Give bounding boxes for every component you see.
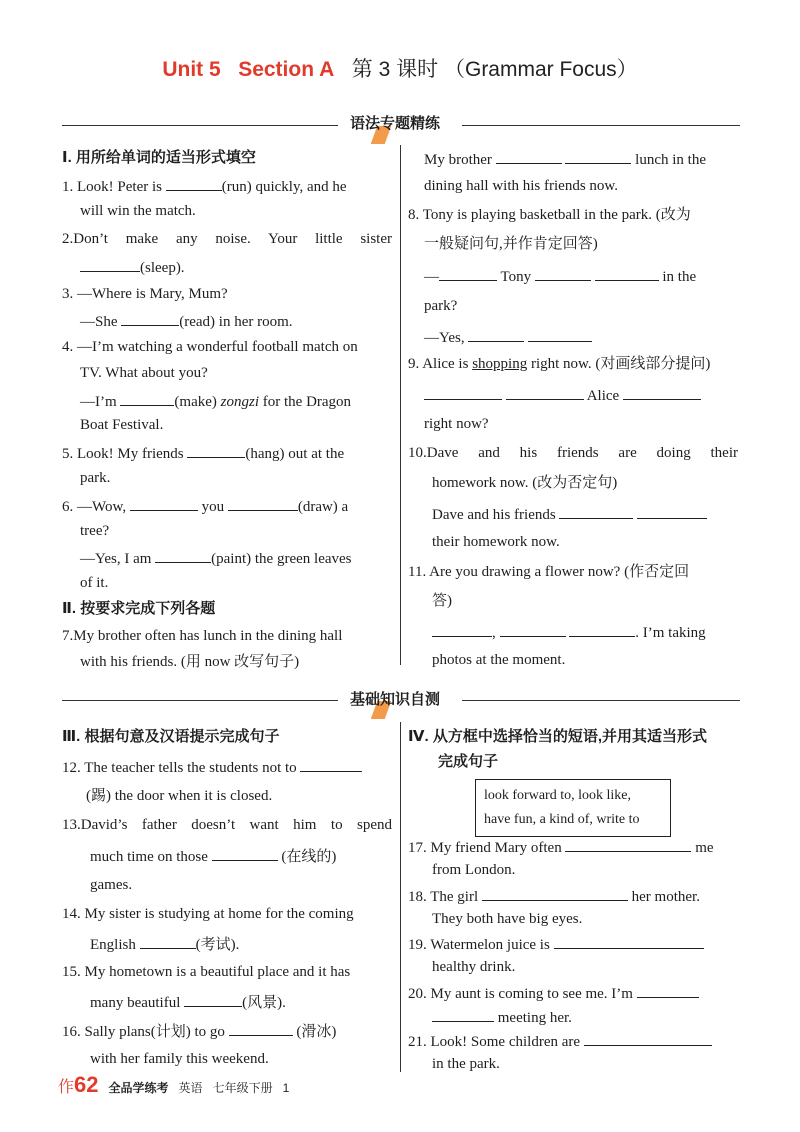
part3-heading: Ⅲ. 根据句意及汉语提示完成句子 [62, 728, 280, 745]
q3-line1: 3. —Where is Mary, Mum? [62, 286, 228, 302]
q11-line1: 11. Are you drawing a flower now? (作否定回 [408, 564, 690, 580]
footer-grade: 七年级下册 [212, 1081, 273, 1095]
q15-line1: 15. My hometown is a beautiful place and it has [62, 964, 351, 980]
q19-blank[interactable] [554, 933, 704, 949]
q17-blank[interactable] [565, 836, 691, 852]
band2-label: 基础知识自测 [350, 691, 441, 708]
column-separator [400, 145, 401, 665]
q2-blank[interactable] [80, 256, 140, 272]
q13-blank[interactable] [212, 845, 278, 861]
q4-blank[interactable] [120, 390, 174, 406]
q17-line2: from London. [432, 862, 516, 878]
q8-line4: park? [424, 298, 458, 314]
q10-blank-1[interactable] [559, 503, 633, 519]
q11-blank-1[interactable] [432, 621, 492, 637]
q21-line2: in the park. [432, 1056, 500, 1072]
part4-heading-line1: Ⅳ. 从方框中选择恰当的短语,并用其适当形式 [408, 728, 707, 745]
column-separator-lower [400, 722, 401, 1072]
footer-zuo: 作 [58, 1079, 75, 1096]
footer-vol: 1 [282, 1081, 290, 1095]
q10-line1: 10.Dave and his friends are doing their [408, 445, 738, 461]
q9-line3: right now? [424, 416, 489, 432]
q13-line1: 13.David’s father doesn’t want him to spend [62, 817, 392, 833]
q18-blank[interactable] [482, 885, 628, 901]
q7-blank-1[interactable] [496, 148, 562, 164]
q14-line1: 14. My sister is studying at home for the coming [62, 906, 354, 922]
q9-blank-3[interactable] [623, 384, 701, 400]
q8-line3: — Tony in the [424, 265, 696, 287]
page-number: 62 [74, 1072, 99, 1097]
q20-blank-1[interactable] [637, 982, 699, 998]
phrase-box-line2: have fun, a kind of, write to [484, 812, 640, 827]
page-title [0, 56, 800, 84]
q6-blank-3[interactable] [155, 547, 211, 563]
q13-line3: games. [90, 877, 133, 893]
q9-blank-1[interactable] [424, 384, 502, 400]
phrase-box [475, 779, 671, 837]
q20-blank-2[interactable] [432, 1006, 494, 1022]
q13-line2: much time on those (在线的) [90, 845, 336, 867]
q11-line4: photos at the moment. [432, 652, 566, 668]
q8-blank-3[interactable] [595, 265, 659, 281]
q8-line2: 一般疑问句,并作肯定回答) [424, 236, 598, 252]
q11-line2: 答) [432, 593, 452, 609]
q2-line1: 2.Don’t make any noise. Your little sister [62, 231, 392, 247]
q16-line2: with her family this weekend. [90, 1051, 269, 1067]
q1-line1: 1. Look! Peter is (run) quickly, and he [62, 175, 347, 197]
q5-blank[interactable] [187, 442, 245, 458]
q8-blank-5[interactable] [528, 326, 592, 342]
q6-line4: of it. [80, 575, 109, 591]
q19-line2: healthy drink. [432, 959, 516, 975]
q12-blank[interactable] [300, 756, 362, 772]
q9-line1: 9. Alice is shopping right now. (对画线部分提问) [408, 356, 711, 372]
q1-blank[interactable] [166, 175, 222, 191]
q15-blank[interactable] [184, 991, 242, 1007]
title-lesson: 第 3 课时 [351, 58, 439, 81]
q8-line5: —Yes, [424, 326, 592, 348]
q20-line1: 20. My aunt is coming to see me. I’m [408, 982, 699, 1004]
band1-label: 语法专题精练 [350, 115, 441, 132]
q6-blank-1[interactable] [130, 495, 198, 511]
q8-blank-2[interactable] [535, 265, 591, 281]
q4-line1: 4. —I’m watching a wonderful football match on [62, 339, 358, 355]
band1-left-rule [62, 125, 338, 126]
q4-line4: Boat Festival. [80, 417, 164, 433]
q11-line3: , . I’m taking [432, 621, 706, 643]
q10-line3: Dave and his friends [432, 503, 707, 525]
q7-line4: dining hall with his friends now. [424, 178, 619, 194]
q12-line2: (踢) the door when it is closed. [86, 788, 273, 804]
page-footer [58, 1072, 289, 1098]
q21-blank[interactable] [584, 1030, 712, 1046]
band2-left-rule [62, 700, 338, 701]
q7-line3: My brother lunch in the [424, 148, 706, 170]
q20-line2: meeting her. [432, 1006, 572, 1028]
q7-line2: with his friends. (用 now 改写句子) [80, 654, 300, 670]
part4-heading-line2: 完成句子 [438, 753, 499, 770]
q14-blank[interactable] [140, 933, 196, 949]
q18-line2: They both have big eyes. [432, 911, 583, 927]
q18-line1: 18. The girl her mother. [408, 885, 700, 907]
part2-heading: Ⅱ. 按要求完成下列各题 [62, 600, 216, 617]
q7-blank-2[interactable] [565, 148, 631, 164]
footer-book: 全品学练考 [108, 1081, 169, 1095]
q19-line1: 19. Watermelon juice is [408, 933, 704, 955]
footer-subject: 英语 [178, 1081, 203, 1095]
q4-line3: —I’m (make) zongzi for the Dragon [80, 390, 351, 412]
q10-blank-2[interactable] [637, 503, 707, 519]
q16-line1: 16. Sally plans(计划) to go (滑冰) [62, 1020, 336, 1042]
q1-line2: will win the match. [80, 203, 196, 219]
q6-line3: —Yes, I am (paint) the green leaves [80, 547, 352, 569]
title-focus: （Grammar Focus） [443, 58, 638, 81]
q14-line2: English (考试). [90, 933, 239, 955]
q15-line2: many beautiful (风景). [90, 991, 286, 1013]
q11-blank-3[interactable] [569, 621, 635, 637]
title-unit: Unit 5 [162, 58, 221, 81]
phrase-box-line1: look forward to, look like, [484, 788, 631, 803]
q7-line1: 7.My brother often has lunch in the dining hall [62, 628, 343, 644]
q12-line1: 12. The teacher tells the students not to [62, 756, 362, 778]
q3-blank[interactable] [121, 310, 179, 326]
q8-line1: 8. Tony is playing basketball in the park. (改为 [408, 207, 691, 223]
q6-line1: 6. —Wow, you (draw) a [62, 495, 348, 517]
q2-line2: (sleep). [80, 256, 185, 278]
q21-line1: 21. Look! Some children are [408, 1030, 712, 1052]
q6-line2: tree? [80, 523, 110, 539]
q6-blank-2[interactable] [228, 495, 298, 511]
q8-blank-4[interactable] [468, 326, 524, 342]
q8-blank-1[interactable] [439, 265, 497, 281]
q5-line1: 5. Look! My friends (hang) out at the [62, 442, 344, 464]
part1-heading: Ⅰ. 用所给单词的适当形式填空 [62, 149, 256, 166]
q10-line4: their homework now. [432, 534, 560, 550]
q17-line1: 17. My friend Mary often me [408, 836, 714, 858]
q4-line2: TV. What about you? [80, 365, 208, 381]
q11-blank-2[interactable] [500, 621, 566, 637]
title-section: Section A [238, 58, 335, 81]
band2-right-rule [462, 700, 740, 701]
q3-line2: —She (read) in her room. [80, 310, 293, 332]
q16-blank[interactable] [229, 1020, 293, 1036]
q5-line2: park. [80, 470, 111, 486]
q10-line2: homework now. (改为否定句) [432, 475, 618, 491]
band1-right-rule [462, 125, 740, 126]
q9-blank-2[interactable] [506, 384, 584, 400]
q9-line2: Alice [424, 384, 701, 406]
